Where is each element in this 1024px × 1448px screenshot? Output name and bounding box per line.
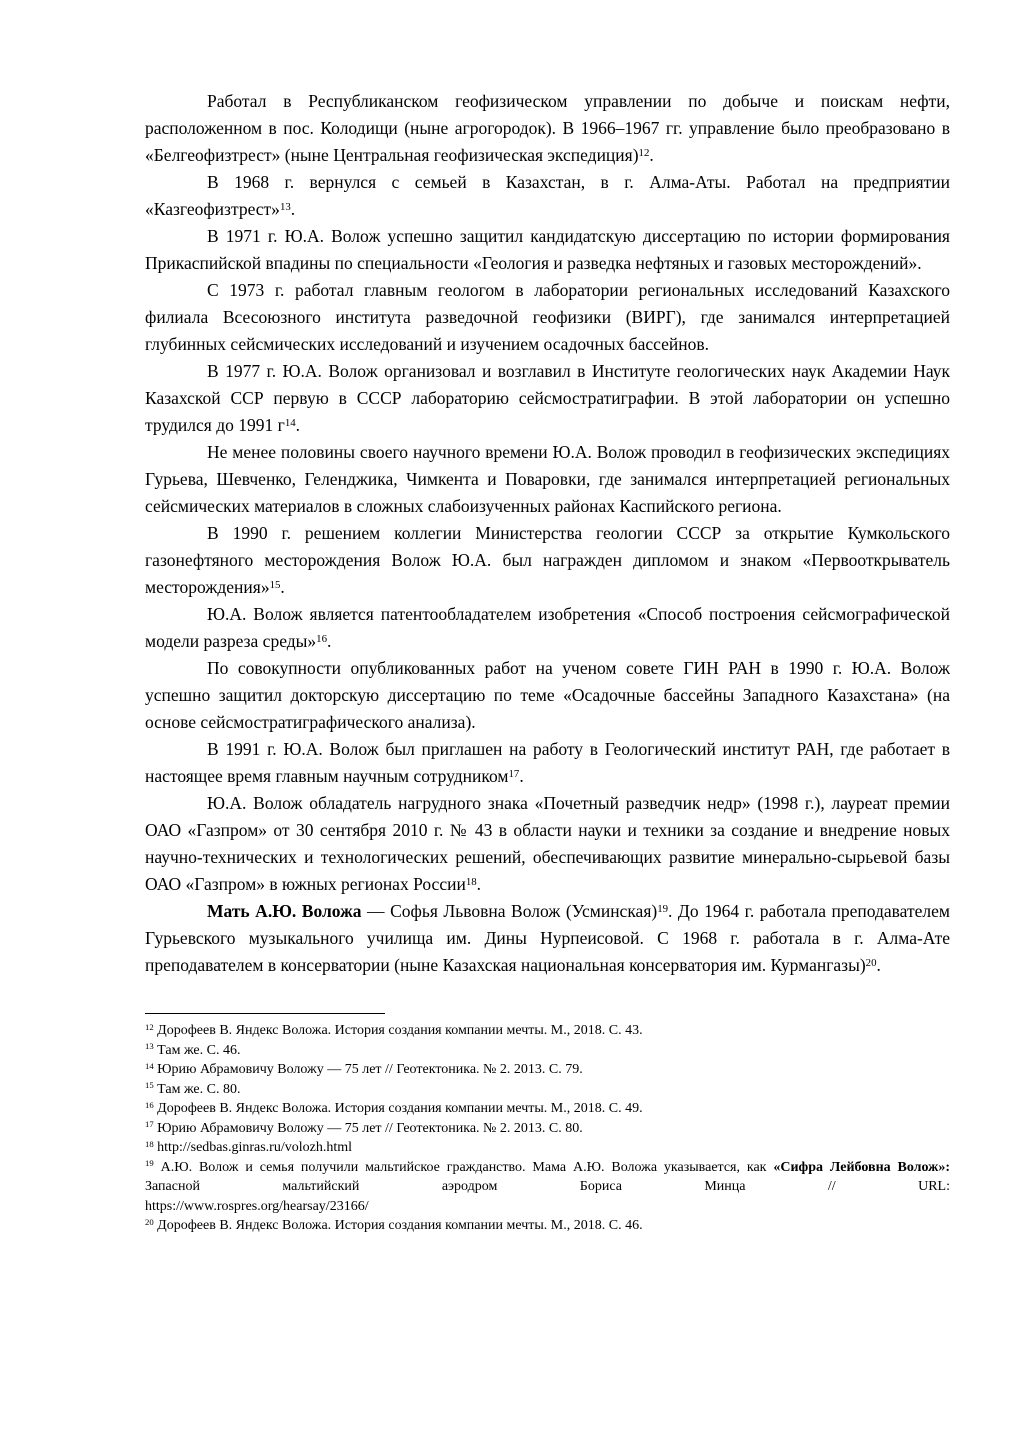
footnote-marker: 12 bbox=[145, 1021, 154, 1032]
footnote bbox=[145, 1138, 950, 1158]
text-run: В 1990 г. решением коллегии Министерства геологии СССР за открытие Кумкольского газонефтяного месторождения Волож Ю.А. был награжден дипломом и знаком «Первооткрыватель месторождения» bbox=[145, 523, 950, 597]
footnote bbox=[145, 1080, 950, 1100]
text-run: Мать А.Ю. Воложа bbox=[207, 901, 362, 921]
text-run: В 1968 г. вернулся с семьей в Казахстан, в г. Алма-Аты. Работал на предприятии «Казгеофизтрест» bbox=[145, 172, 950, 219]
text-run: . bbox=[519, 766, 524, 786]
paragraph bbox=[145, 88, 950, 169]
footnote-marker: 17 bbox=[145, 1119, 154, 1130]
text-run: Юрию Абрамовичу Воложу — 75 лет // Геотектоника. № 2. 2013. С. 79. bbox=[157, 1062, 583, 1077]
document-body bbox=[145, 88, 950, 979]
text-run: http://sedbas.ginras.ru/volozh.html bbox=[157, 1140, 352, 1155]
text-run: «Сифра Лейбовна Волож»: bbox=[773, 1159, 950, 1175]
text-run: Не менее половины своего научного времени Ю.А. Волож проводил в геофизических экспедициях Гурьева, Шевченко, Геленджика, Чимкента и Поваровки, где занимался интерпретацией региональных сейсмических материалов в сложных слабоизученных районах Каспийского региона. bbox=[145, 442, 950, 516]
text-run: . bbox=[290, 199, 296, 219]
footnote bbox=[145, 1099, 950, 1119]
text-run: . bbox=[876, 955, 881, 975]
footnote-marker: 16 bbox=[145, 1099, 154, 1110]
text-run: . bbox=[649, 145, 654, 165]
text-run: С 1973 г. работал главным геологом в лаборатории региональных исследований Казахского филиала Всесоюзного института разведочной геофизики (ВИРГ), где занимался интерпретацией глубинных сейсмических исследований и изучением осадочных бассейнов. bbox=[145, 280, 950, 354]
footnote-marker: 15 bbox=[145, 1080, 154, 1091]
text-run: . До 1964 г. работала преподавателем Гурьевского музыкального училища им. Дины Нурпеисовой. С 1968 г. работала в г. Алма-Ате преподавателем в консерватории (ныне Казахская национальная консерватория им. Курмангазы) bbox=[145, 901, 950, 975]
paragraph bbox=[145, 169, 950, 223]
footnote-ref: 14 bbox=[284, 416, 296, 429]
footnote-ref: 17 bbox=[508, 767, 520, 780]
text-run: — Софья Львовна Волож (Усминская) bbox=[361, 901, 658, 921]
text-run: . bbox=[476, 874, 482, 894]
text-run: Там же. С. 46. bbox=[157, 1042, 241, 1058]
text-run: В 1991 г. Ю.А. Волож был приглашен на работу в Геологический институт РАН, где работает в настоящее время главным научным сотрудником bbox=[145, 739, 950, 786]
footnote-list bbox=[145, 1021, 950, 1236]
text-run: Юрию Абрамовичу Воложу — 75 лет // Геотектоника. № 2. 2013. С. 80. bbox=[157, 1120, 583, 1136]
footnote-marker: 20 bbox=[145, 1216, 154, 1227]
paragraph bbox=[145, 790, 950, 898]
footnote bbox=[145, 1158, 950, 1217]
text-run: По совокупности опубликованных работ на ученом совете ГИН РАН в 1990 г. Ю.А. Волож успешно защитил докторскую диссертацию по теме «Осадочные бассейны Западного Казахстана» (на основе сейсмостратиграфического анализа). bbox=[145, 658, 950, 732]
footnote-ref: 12 bbox=[638, 146, 650, 159]
footnote-ref: 20 bbox=[865, 956, 877, 969]
text-run: . bbox=[295, 415, 301, 435]
text-run: https://www.rospres.org/hearsay/23166/ bbox=[145, 1198, 369, 1214]
footnote-marker: 14 bbox=[145, 1060, 154, 1071]
footnote bbox=[145, 1060, 950, 1080]
footnote-ref: 18 bbox=[465, 875, 477, 888]
paragraph bbox=[145, 898, 950, 979]
footnote bbox=[145, 1021, 950, 1041]
footnote-ref: 15 bbox=[269, 578, 281, 591]
text-run: Там же. С. 80. bbox=[157, 1081, 241, 1097]
text-run: В 1971 г. Ю.А. Волож успешно защитил кандидатскую диссертацию по истории формирования Прикаспийской впадины по специальности «Геология и разведка нефтяных и газовых месторождений». bbox=[145, 226, 950, 273]
text-run: Дорофеев В. Яндекс Воложа. История создания компании мечты. М., 2018. С. 49. bbox=[157, 1101, 643, 1116]
footnote-ref: 13 bbox=[279, 200, 291, 213]
footnote-marker: 18 bbox=[145, 1138, 154, 1149]
footnote bbox=[145, 1041, 950, 1061]
paragraph bbox=[145, 520, 950, 601]
paragraph bbox=[145, 439, 950, 520]
footnote-marker: 13 bbox=[145, 1041, 154, 1052]
text-run: Дорофеев В. Яндекс Воложа. История создания компании мечты. М., 2018. С. 43. bbox=[157, 1023, 643, 1038]
footnote-marker: 19 bbox=[145, 1158, 154, 1169]
text-run: Дорофеев В. Яндекс Воложа. История создания компании мечты. М., 2018. С. 46. bbox=[157, 1218, 643, 1233]
paragraph bbox=[145, 277, 950, 358]
text-run: Ю.А. Волож обладатель нагрудного знака «Почетный разведчик недр» (1998 г.), лауреат премии ОАО «Газпром» от 30 сентября 2010 г. № 43 в области науки и техники за создание и внедрение новых научно-технических и технологических решений, обеспечивающих развитие минерально-сырьевой базы ОАО «Газпром» в южных регионах России bbox=[145, 793, 950, 894]
text-run: В 1977 г. Ю.А. Волож организовал и возглавил в Институте геологических наук Академии Наук Казахской ССР первую в СССР лабораторию сейсмостратиграфии. В этой лаборатории он успешно трудился до 1991 г bbox=[145, 361, 950, 435]
footnote-ref: 16 bbox=[316, 632, 327, 645]
text-run: . bbox=[327, 631, 332, 651]
paragraph bbox=[145, 736, 950, 790]
footnote bbox=[145, 1119, 950, 1139]
text-run: Запасной мальтийский аэродром Бориса Минца // URL: bbox=[145, 1179, 950, 1194]
paragraph bbox=[145, 655, 950, 736]
text-run: Ю.А. Волож является патентообладателем изобретения «Способ построения сейсмографической модели разреза среды» bbox=[145, 604, 950, 651]
paragraph bbox=[145, 223, 950, 277]
footnote-separator bbox=[145, 1013, 385, 1014]
footnote-ref: 19 bbox=[657, 902, 669, 915]
text-run: А.Ю. Волож и семья получили мальтийское гражданство. Мама А.Ю. Воложа указывается, как bbox=[160, 1159, 774, 1175]
footnote bbox=[145, 1216, 950, 1236]
paragraph bbox=[145, 601, 950, 655]
paragraph bbox=[145, 358, 950, 439]
footnotes-section bbox=[145, 1013, 950, 1236]
text-run: . bbox=[280, 577, 285, 597]
text-run: Работал в Республиканском геофизическом управлении по добыче и поискам нефти, расположенном в пос. Колодищи (ныне агрогородок). В 1966–1967 гг. управление было преобразовано в «Белгеофизтрест» (ныне Центральная геофизическая экспедиция) bbox=[145, 91, 950, 165]
